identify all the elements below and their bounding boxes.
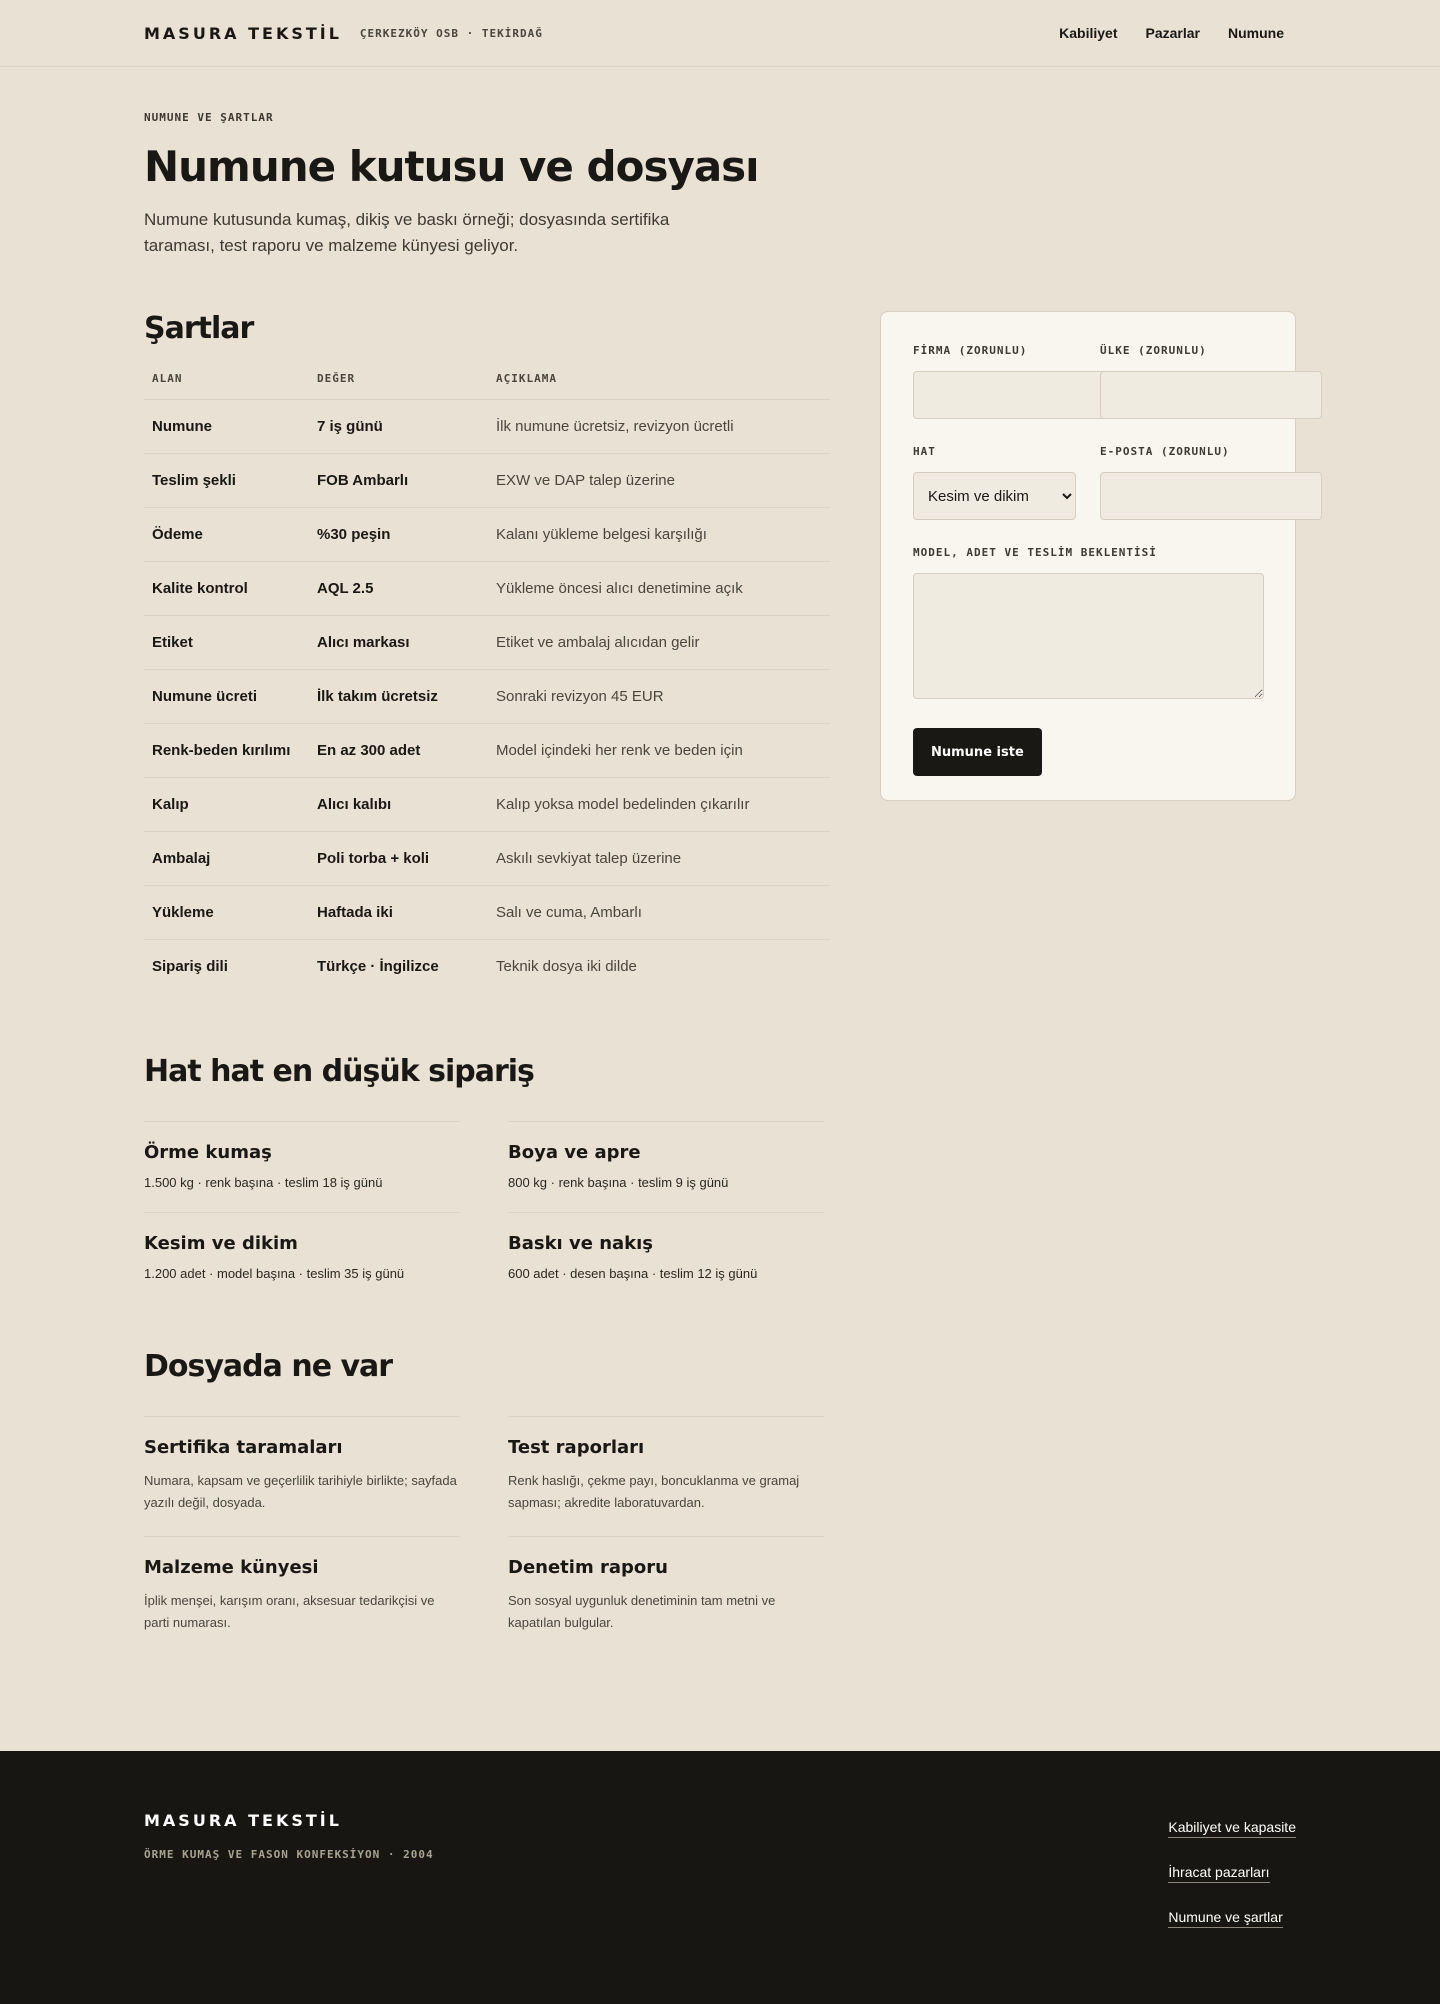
footer-link-capability[interactable]: Kabiliyet ve kapasite — [1168, 1819, 1296, 1838]
row-field: Renk-beden kırılımı — [144, 724, 309, 778]
eyebrow: NUMUNE VE ŞARTLAR — [144, 111, 274, 124]
page-title: Numune kutusu ve dosyası — [144, 142, 759, 191]
row-description: İlk numune ücretsiz, revizyon ücretli — [488, 400, 830, 454]
moq-card-title: Baskı ve nakış — [508, 1232, 654, 1254]
footer-links — [1168, 1819, 1296, 1928]
nav-link-kabiliyet[interactable]: Kabiliyet — [1059, 25, 1118, 41]
moq-card — [508, 1121, 824, 1212]
row-value: Türkçe · İngilizce — [317, 958, 439, 976]
email-input[interactable] — [1100, 472, 1322, 520]
table-row — [144, 832, 830, 886]
table-row — [144, 724, 830, 778]
row-value: FOB Ambarlı — [309, 454, 488, 508]
row-field: Etiket — [144, 616, 309, 670]
site-footer — [0, 1751, 1440, 2004]
page-lede: Numune kutusunda kumaş, dikiş ve baskı örneği; dosyasında sertifika taraması, test raporu ve malzeme künyesi geliyor. — [144, 210, 670, 255]
row-value: Alıcı kalıbı — [309, 778, 488, 832]
dossier-card-description: Son sosyal uygunluk denetiminin tam metni ve kapatılan bulgular. — [508, 1592, 776, 1630]
moq-card — [508, 1212, 824, 1303]
row-value: İlk takım ücretsiz — [309, 670, 488, 724]
dossier-card — [144, 1416, 460, 1536]
row-description: EXW ve DAP talep üzerine — [488, 454, 830, 508]
dossier-card-title: Test raporları — [508, 1436, 645, 1458]
row-field: Kalite kontrol — [144, 562, 309, 616]
row-field: Sipariş dili — [152, 958, 228, 976]
table-row — [144, 508, 830, 562]
moq-title: Hat hat en düşük sipariş — [144, 1053, 534, 1089]
sample-request-form — [880, 311, 1296, 801]
row-description: Model içindeki her renk ve beden için — [488, 724, 830, 778]
footer-tagline: ÖRME KUMAŞ VE FASON KONFEKSİYON · 2004 — [144, 1848, 434, 1861]
nav-link-pazarlar[interactable]: Pazarlar — [1145, 25, 1200, 41]
dossier-section — [144, 1349, 834, 1656]
moq-card-detail: 600 adet · desen başına · teslim 12 iş günü — [508, 1265, 758, 1281]
dossier-card-description: Numara, kapsam ve geçerlilik tarihiyle birlikte; sayfada yazılı değil, dosyada. — [144, 1472, 457, 1510]
row-description: Sonraki revizyon 45 EUR — [488, 670, 830, 724]
terms-header-row — [144, 372, 830, 400]
moq-card — [144, 1121, 460, 1212]
top-bar — [0, 0, 1440, 67]
dossier-card-description: İplik menşei, karışım oranı, aksesuar tedarikçisi ve parti numarası. — [144, 1592, 435, 1630]
table-row — [144, 778, 830, 832]
moq-card-detail: 1.500 kg · renk başına · teslim 18 iş günü — [144, 1174, 383, 1190]
dossier-card-title: Sertifika taramaları — [144, 1436, 343, 1458]
row-value: %30 peşin — [309, 508, 488, 562]
country-input[interactable] — [1100, 371, 1322, 419]
moq-card-title: Boya ve apre — [508, 1141, 641, 1163]
row-value: En az 300 adet — [309, 724, 488, 778]
intro-section — [0, 67, 1440, 259]
dossier-title: Dosyada ne var — [144, 1348, 393, 1384]
moq-card-detail: 800 kg · renk başına · teslim 9 iş günü — [508, 1174, 729, 1190]
row-value: Haftada iki — [309, 886, 488, 940]
nav-link-numune[interactable]: Numune — [1228, 25, 1284, 41]
row-description: Kalanı yükleme belgesi karşılığı — [488, 508, 830, 562]
row-description: Teknik dosya iki dilde — [496, 958, 637, 976]
footer-link-sample-terms[interactable]: Numune ve şartlar — [1168, 1909, 1282, 1928]
column-header-description: AÇIKLAMA — [488, 372, 830, 400]
message-textarea[interactable] — [913, 573, 1264, 699]
dossier-card — [144, 1536, 460, 1656]
moq-card — [144, 1212, 460, 1303]
request-sample-button[interactable]: Numune iste — [913, 728, 1042, 776]
row-field: Ambalaj — [144, 832, 309, 886]
row-value: Poli torba + koli — [309, 832, 488, 886]
row-description: Yükleme öncesi alıcı denetimine açık — [488, 562, 830, 616]
moq-card-title: Kesim ve dikim — [144, 1232, 298, 1254]
column-header-field: ALAN — [144, 372, 309, 400]
row-description: Kalıp yoksa model bedelinden çıkarılır — [488, 778, 830, 832]
row-value: 7 iş günü — [309, 400, 488, 454]
moq-grid — [144, 1121, 834, 1303]
row-value: Alıcı markası — [309, 616, 488, 670]
line-select[interactable] — [913, 472, 1076, 520]
table-row — [144, 562, 830, 616]
line-label: HAT — [913, 445, 936, 458]
main-nav — [1059, 25, 1284, 41]
dossier-card — [508, 1536, 824, 1656]
dossier-card-description: Renk haslığı, çekme payı, boncuklanma ve gramaj sapması; akredite laboratuvardan. — [508, 1472, 800, 1510]
row-description: Salı ve cuma, Ambarlı — [488, 886, 830, 940]
table-row — [144, 454, 830, 508]
main-content — [0, 311, 1440, 1656]
country-label: ÜLKE (ZORUNLU) — [1100, 344, 1207, 357]
table-row — [144, 940, 830, 994]
dossier-grid — [144, 1416, 834, 1656]
table-row — [144, 616, 830, 670]
row-field: Numune — [144, 400, 309, 454]
company-label: FİRMA (ZORUNLU) — [913, 344, 1028, 357]
dossier-card-title: Malzeme künyesi — [144, 1556, 319, 1578]
row-field: Numune ücreti — [144, 670, 309, 724]
row-field: Kalıp — [144, 778, 309, 832]
brand-logo[interactable]: MASURA TEKSTİL — [144, 23, 342, 43]
left-column — [144, 311, 834, 1656]
dossier-card-title: Denetim raporu — [508, 1556, 668, 1578]
table-row — [144, 886, 830, 940]
moq-card-detail: 1.200 adet · model başına · teslim 35 iş günü — [144, 1265, 405, 1281]
row-field: Yükleme — [144, 886, 309, 940]
row-field: Teslim şekli — [144, 454, 309, 508]
column-header-value: DEĞER — [309, 372, 488, 400]
footer-brand[interactable]: MASURA TEKSTİL — [144, 1811, 342, 1830]
row-value: AQL 2.5 — [309, 562, 488, 616]
email-label: E-POSTA (ZORUNLU) — [1100, 445, 1230, 458]
dossier-card — [508, 1416, 824, 1536]
footer-link-export-markets[interactable]: İhracat pazarları — [1168, 1864, 1269, 1883]
moq-card-title: Örme kumaş — [144, 1141, 272, 1163]
message-label: MODEL, ADET VE TESLİM BEKLENTİSİ — [913, 546, 1157, 559]
row-field: Ödeme — [144, 508, 309, 562]
row-description: Askılı sevkiyat talep üzerine — [488, 832, 830, 886]
row-description: Etiket ve ambalaj alıcıdan gelir — [488, 616, 830, 670]
table-row — [144, 670, 830, 724]
moq-section — [144, 1054, 834, 1303]
terms-table — [144, 372, 830, 994]
table-row — [144, 400, 830, 454]
terms-title: Şartlar — [144, 311, 254, 346]
brand-location: ÇERKEZKÖY OSB · TEKİRDAĞ — [359, 26, 543, 40]
